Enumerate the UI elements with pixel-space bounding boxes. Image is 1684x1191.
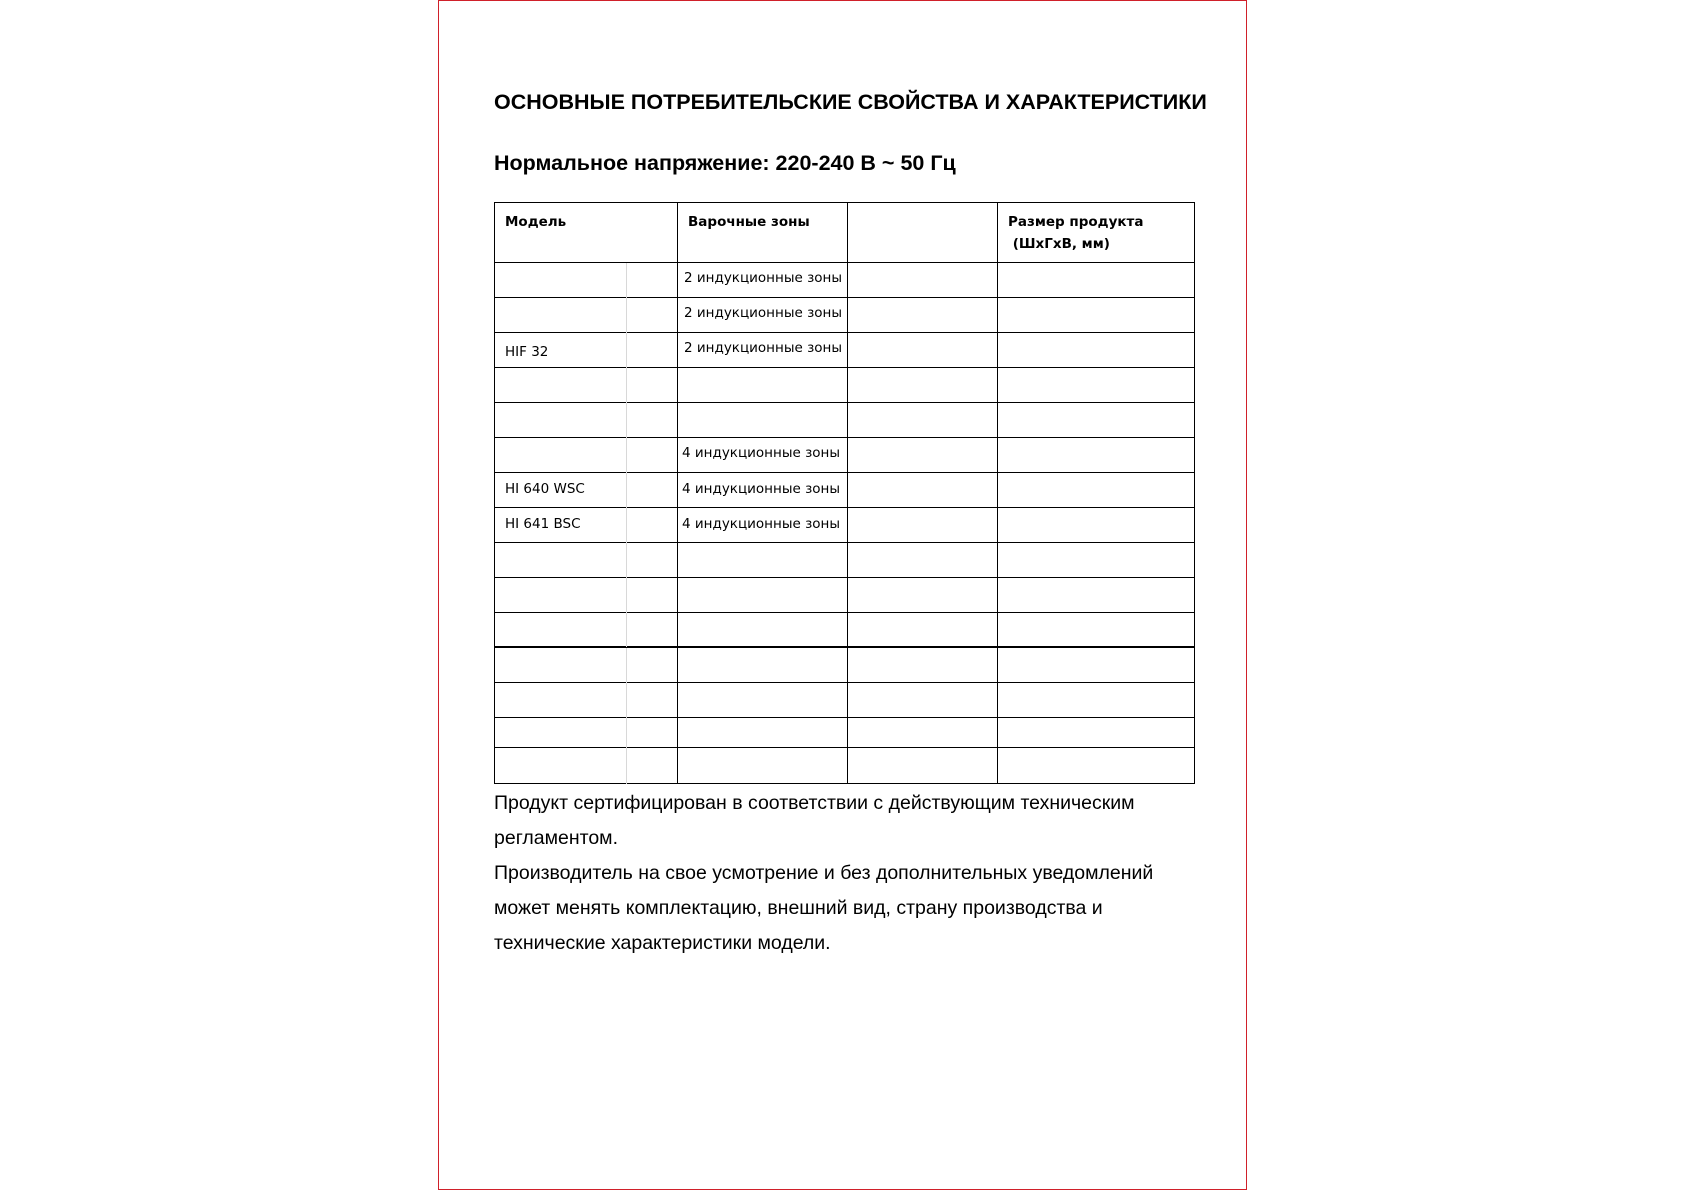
zones-cell [678, 438, 848, 472]
model-cell [495, 748, 678, 783]
empty-cell [848, 683, 998, 717]
zones-text: 4 индукционные зоны [682, 481, 841, 497]
header-cell-empty [848, 203, 998, 262]
empty-cell [848, 508, 998, 542]
header-cell-size [998, 203, 1194, 262]
empty-cell [848, 613, 998, 646]
zones-text: 2 индукционные зоны [684, 340, 843, 356]
empty-cell [848, 578, 998, 612]
zones-cell [678, 543, 848, 577]
table-header-row [495, 203, 1194, 263]
size-cell [998, 648, 1194, 682]
model-cell [495, 718, 678, 747]
model-cell [495, 403, 678, 437]
zones-cell [678, 748, 848, 783]
zones-cell [678, 508, 848, 542]
model-cell [495, 543, 678, 577]
empty-cell [848, 403, 998, 437]
model-cell [495, 438, 678, 472]
model-text: HI 640 WSC [505, 481, 585, 497]
table-row [495, 333, 1194, 368]
table-row [495, 263, 1194, 298]
empty-cell [848, 543, 998, 577]
size-cell [998, 438, 1194, 472]
empty-cell [848, 298, 998, 332]
model-text: HIF 32 [505, 344, 549, 360]
spec-table [494, 202, 1195, 784]
empty-cell [848, 263, 998, 297]
size-cell [998, 298, 1194, 332]
voltage-spec: Нормальное напряжение: 220-240 В ~ 50 Гц [494, 151, 956, 175]
zones-cell [678, 683, 848, 717]
zones-cell [678, 368, 848, 402]
model-cell [495, 298, 678, 332]
header-size-line2: (ШхГхВ, мм) [1008, 236, 1110, 252]
header-model-label: Модель [505, 214, 567, 230]
model-cell [495, 683, 678, 717]
model-cell [495, 473, 678, 507]
table-row [495, 438, 1194, 473]
empty-cell [848, 718, 998, 747]
zones-cell [678, 333, 848, 367]
table-row [495, 613, 1194, 648]
table-row [495, 683, 1194, 718]
zones-cell [678, 578, 848, 612]
model-cell [495, 648, 678, 682]
size-cell [998, 613, 1194, 646]
size-cell [998, 683, 1194, 717]
zones-cell [678, 613, 848, 646]
model-cell [495, 578, 678, 612]
empty-cell [848, 438, 998, 472]
size-cell [998, 578, 1194, 612]
empty-cell [848, 333, 998, 367]
size-cell [998, 473, 1194, 507]
header-cell-model [495, 203, 678, 262]
empty-cell [848, 368, 998, 402]
size-cell [998, 403, 1194, 437]
model-cell [495, 508, 678, 542]
zones-cell [678, 473, 848, 507]
table-row [495, 298, 1194, 333]
zones-cell [678, 403, 848, 437]
zones-cell [678, 263, 848, 297]
table-row [495, 578, 1194, 613]
table-row [495, 543, 1194, 578]
size-cell [998, 263, 1194, 297]
zones-cell [678, 718, 848, 747]
empty-cell [848, 648, 998, 682]
zones-cell [678, 648, 848, 682]
model-cell [495, 368, 678, 402]
zones-text: 2 индукционные зоны [684, 305, 843, 321]
table-row [495, 648, 1194, 683]
zones-text: 4 индукционные зоны [682, 516, 841, 532]
size-cell [998, 748, 1194, 783]
certification-note: Продукт сертифицирован в соответствии с действующим техническим регламентом. [494, 792, 1135, 849]
table-row [495, 748, 1194, 783]
model-cell [495, 333, 678, 367]
size-cell [998, 543, 1194, 577]
table-row [495, 403, 1194, 438]
model-cell [495, 613, 678, 646]
table-row [495, 508, 1194, 543]
header-zones-label: Варочные зоны [688, 214, 810, 230]
size-cell [998, 333, 1194, 367]
notes-block [494, 786, 1214, 961]
empty-cell [848, 473, 998, 507]
header-cell-zones [678, 203, 848, 262]
zones-cell [678, 298, 848, 332]
table-row [495, 718, 1194, 748]
header-size-label [1008, 211, 1143, 255]
model-text: HI 641 BSC [505, 516, 581, 532]
table-row [495, 368, 1194, 403]
model-cell [495, 263, 678, 297]
zones-text: 4 индукционные зоны [682, 445, 841, 461]
table-row [495, 473, 1194, 508]
empty-cell [848, 748, 998, 783]
manufacturer-note: Производитель на свое усмотрение и без дополнительных уведомлений может менять комплектацию, внешний вид, страну производства и технические характеристики модели. [494, 862, 1154, 954]
size-cell [998, 368, 1194, 402]
size-cell [998, 508, 1194, 542]
zones-text: 2 индукционные зоны [684, 270, 843, 286]
size-cell [998, 718, 1194, 747]
page-title: ОСНОВНЫЕ ПОТРЕБИТЕЛЬСКИЕ СВОЙСТВА И ХАРАКТЕРИСТИКИ [494, 90, 1207, 114]
header-size-line1: Размер продукта [1008, 214, 1144, 230]
